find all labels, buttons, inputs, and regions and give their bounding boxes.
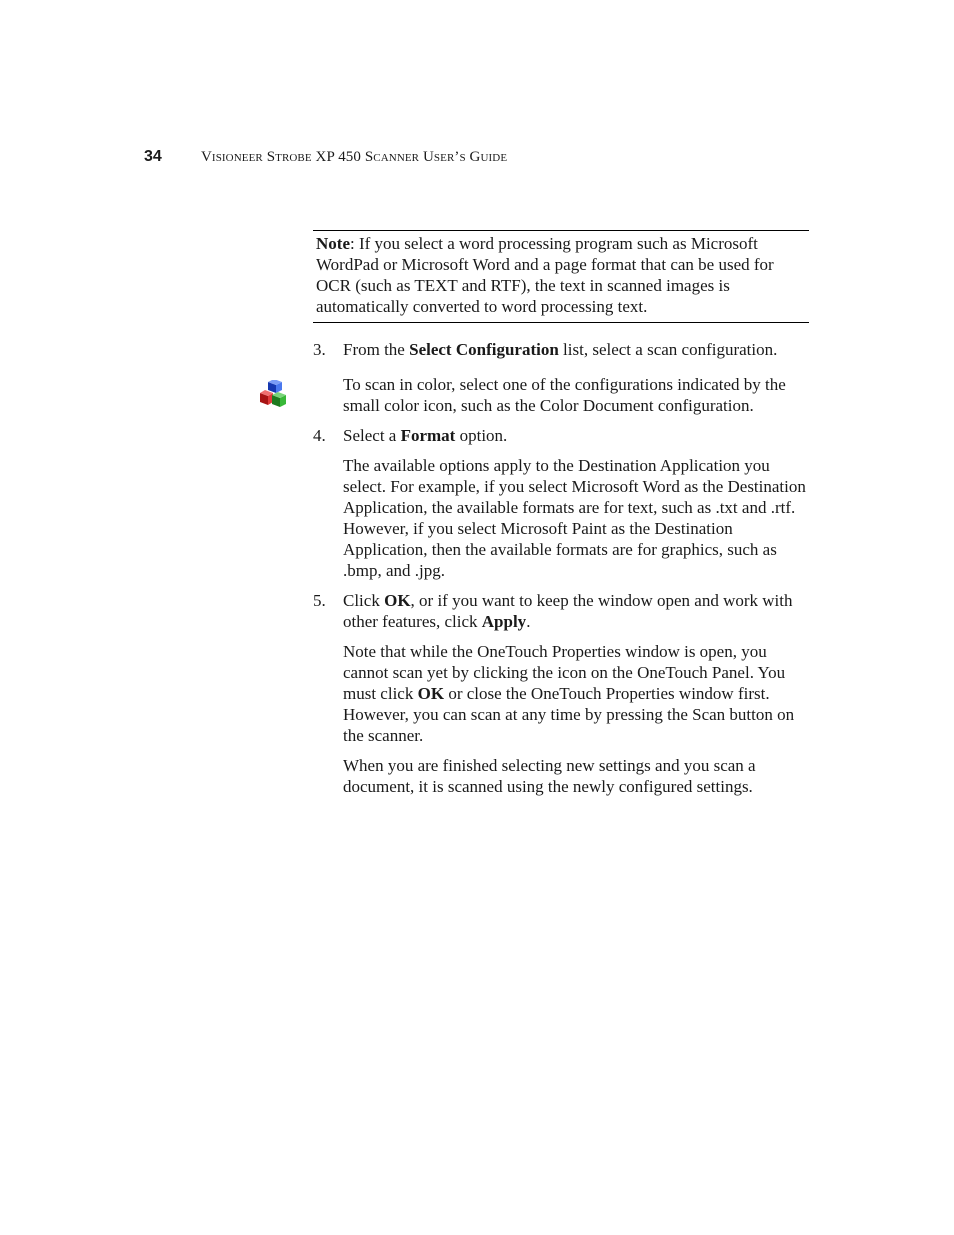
step-4 xyxy=(313,425,813,446)
apply-label: Apply xyxy=(481,612,527,631)
step-text: From the xyxy=(343,340,410,359)
properties-window-paragraph xyxy=(313,641,813,746)
step-text: list, select a scan configuration. xyxy=(558,340,778,359)
ok-label: OK xyxy=(417,684,445,703)
instructions xyxy=(313,339,813,806)
running-title: Visioneer Strobe XP 450 Scanner User’s Guide xyxy=(201,149,508,165)
para-text: or close the OneTouch Properties window first. However, you can scan at any time by pressing the Scan button on the scanner. xyxy=(343,684,795,745)
format-paragraph: The available options apply to the Destination Application you select. For example, if you select Microsoft Word as the Destination Application, the available formats are for text, such as .txt and .rtf. However, if you select Microsoft Paint as the Destination Application, then the available formats are for graphics, such as .bmp, and .jpg. xyxy=(343,456,806,580)
step-number: 3. xyxy=(313,340,326,359)
color-config-paragraph: To scan in color, select one of the configurations indicated by the small color icon, such as the Color Document configuration. xyxy=(343,375,786,415)
page-number: 34 xyxy=(144,148,162,165)
finished-paragraph: When you are finished selecting new settings and you scan a document, it is scanned using the newly configured settings. xyxy=(343,756,756,796)
ok-label: OK xyxy=(384,591,411,610)
step-text: . xyxy=(526,612,531,631)
para-text: Note that while the OneTouch Properties window is open, you cannot scan yet by clicking the icon on the OneTouch Panel. You must click xyxy=(343,642,786,703)
step-5 xyxy=(313,590,813,632)
note-box xyxy=(313,230,809,323)
format-label: Format xyxy=(400,426,456,445)
step-text: option. xyxy=(455,426,508,445)
select-configuration-label: Select Configuration xyxy=(409,340,559,359)
step-text: , or if you want to keep the window open and work with other features, click xyxy=(343,591,793,631)
note-label: Note xyxy=(316,234,350,253)
color-cubes-icon xyxy=(254,380,290,412)
step-text: Select a xyxy=(343,426,401,445)
step-number: 4. xyxy=(313,426,326,445)
note-text: : If you select a word processing program such as Microsoft WordPad or Microsoft Word and a page format that can be used for OCR (such as TEXT and RTF), the text in scanned images is automatically converted to word processing text. xyxy=(316,234,774,316)
step-number: 5. xyxy=(313,591,326,610)
step-text: Click xyxy=(343,591,385,610)
step-3 xyxy=(313,339,813,360)
